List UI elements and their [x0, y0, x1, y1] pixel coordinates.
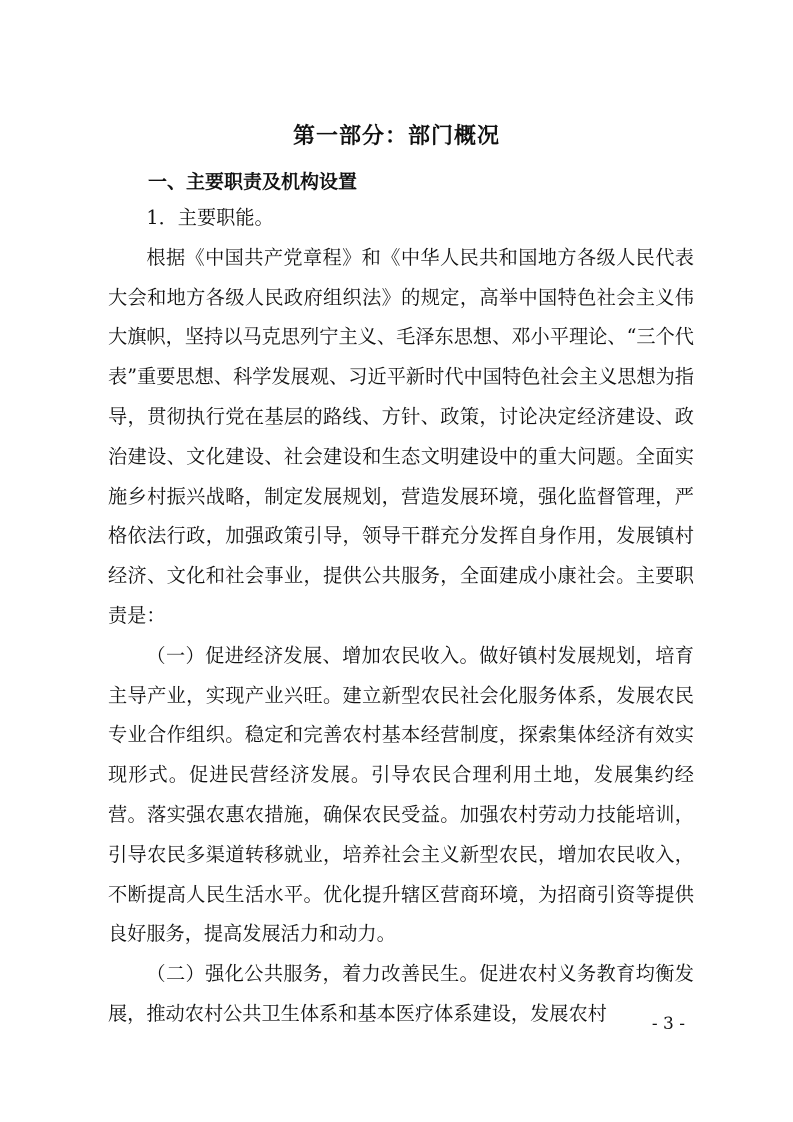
paragraph-public-service: （二）强化公共服务，着力改善民生。促进农村义务教育均衡发展，推动农村公共卫生体系和基本医疗体系建设，发展农村: [108, 962, 694, 1025]
body-text: [108, 198, 694, 1034]
paragraph-overview: 根据《中国共产党章程》和《中华人民共和国地方各级人民代表大会和地方各级人民政府组织法》的规定，高举中国特色社会主义伟大旗帜，坚持以马克思列宁主义、毛泽东思想、邓小平理论、“三个代表”重要思想、科学发展观、习近平新时代中国特色社会主义思想为指导，贯彻执行党在基层的路线、方针、政策，讨论决定经济建设、政治建设、文化建设、社会建设和生态文明建设中的重大问题。全面实施乡村振兴战略，制定发展规划，营造发展环境，强化监督管理，严格依法行政，加强政策引导，领导干群充分发挥自身作用，发展镇村经济、文化和社会事业，提供公共服务，全面建成小康社会。主要职责是：: [108, 245, 694, 627]
paragraph-main-functions: 1．主要职能。: [146, 206, 274, 229]
paragraph-economic-development: （一）促进经济发展、增加农民收入。做好镇村发展规划，培育主导产业，实现产业兴旺。建立新型农民社会化服务体系，发展农民专业合作组织。稳定和完善农村基本经营制度，探索集体经济有效实现形式。促进民营经济发展。引导农民合理利用土地，发展集约经营。落实强农惠农措施，确保农民受益。加强农村劳动力技能培训，引导农民多渠道转移就业，培养社会主义新型农民，增加农民收入，不断提高人民生活水平。优化提升辖区营商环境，为招商引资等提供良好服务，提高发展活力和动力。: [108, 643, 694, 946]
page-title: 第一部分：部门概况: [292, 124, 500, 149]
section-heading: 一、主要职责及机构设置: [148, 171, 358, 193]
page-number: - 3 -: [651, 1014, 685, 1034]
